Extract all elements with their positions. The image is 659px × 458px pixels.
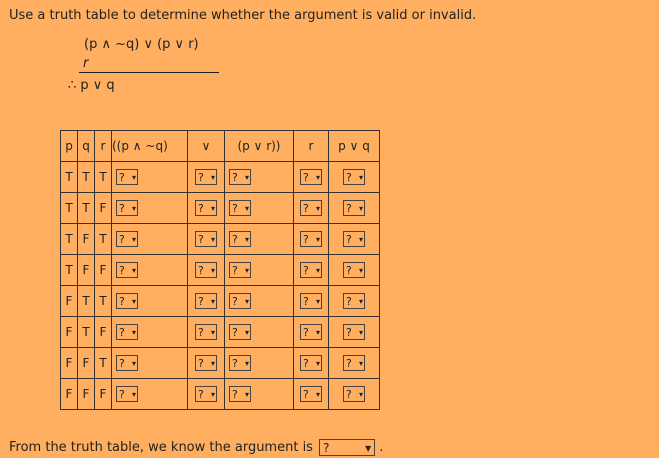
cell-q: T [78,286,95,317]
answer-cell [112,286,188,317]
select-value: ? [119,356,125,370]
select-value: ? [198,325,204,339]
answer-cell [329,286,380,317]
select-p-or-q[interactable] [343,262,365,278]
select-p-or-r[interactable] [229,386,251,402]
cell-p: F [61,286,78,317]
select-value: ? [232,325,238,339]
header-p-and-not-q: ((p ∧ ~q) [112,131,188,162]
answer-cell [188,224,225,255]
chevron-down-icon: ▾ [244,203,249,213]
chevron-down-icon: ▾ [244,389,249,399]
chevron-down-icon: ▾ [131,327,136,337]
table-row [61,348,380,379]
chevron-down-icon: ▾ [131,172,136,182]
select-r[interactable] [300,231,322,247]
select-r[interactable] [300,324,322,340]
chevron-down-icon: ▾ [131,358,136,368]
answer-cell [188,255,225,286]
chevron-down-icon: ▾ [358,203,363,213]
cell-p: F [61,348,78,379]
chevron-down-icon: ▾ [210,234,215,244]
chevron-down-icon: ▾ [358,358,363,368]
cell-p: T [61,255,78,286]
select-p-and-not-q[interactable] [116,169,138,185]
chevron-down-icon: ▾ [131,203,136,213]
chevron-down-icon: ▾ [244,265,249,275]
select-value: ? [232,356,238,370]
select-value: ? [303,356,309,370]
select-value: ? [346,232,352,246]
cell-r: F [95,255,112,286]
answer-cell [188,193,225,224]
select-main-or[interactable] [195,262,217,278]
chevron-down-icon: ▾ [315,389,320,399]
cell-q: F [78,224,95,255]
select-r[interactable] [300,200,322,216]
answer-cell [225,162,294,193]
select-value: ? [198,294,204,308]
header-r-premise: r [294,131,329,162]
select-value: ? [232,387,238,401]
select-p-and-not-q[interactable] [116,262,138,278]
answer-cell [329,379,380,410]
cell-r: T [95,348,112,379]
answer-cell [225,379,294,410]
select-value: ? [119,387,125,401]
chevron-down-icon: ▾ [210,203,215,213]
select-main-or[interactable] [195,324,217,340]
cell-p: T [61,162,78,193]
select-p-and-not-q[interactable] [116,355,138,371]
chevron-down-icon: ▾ [358,265,363,275]
select-p-and-not-q[interactable] [116,200,138,216]
table-row [61,286,380,317]
select-value: ? [119,263,125,277]
answer-cell [112,162,188,193]
conclusion-period: . [379,440,384,455]
argument-divider [79,57,219,73]
chevron-down-icon: ▾ [358,296,363,306]
select-value: ? [303,387,309,401]
chevron-down-icon: ▾ [365,440,372,455]
answer-cell [188,286,225,317]
answer-cell [112,348,188,379]
select-value: ? [232,232,238,246]
answer-cell [329,224,380,255]
select-value: ? [303,294,309,308]
chevron-down-icon: ▾ [358,389,363,399]
select-value: ? [232,294,238,308]
answer-cell [329,317,380,348]
answer-cell [294,162,329,193]
cell-r: F [95,379,112,410]
cell-r: T [95,162,112,193]
select-p-or-r[interactable] [229,169,251,185]
answer-cell [225,317,294,348]
select-value: ? [119,170,125,184]
select-p-or-r[interactable] [229,231,251,247]
select-value: ? [119,232,125,246]
cell-r: T [95,286,112,317]
select-p-and-not-q[interactable] [116,324,138,340]
select-p-or-q[interactable] [343,169,365,185]
chevron-down-icon: ▾ [131,389,136,399]
table-row [61,193,380,224]
chevron-down-icon: ▾ [315,296,320,306]
chevron-down-icon: ▾ [210,389,215,399]
table-row [61,379,380,410]
chevron-down-icon: ▾ [131,296,136,306]
table-row [61,255,380,286]
select-value: ? [303,325,309,339]
select-r[interactable] [300,386,322,402]
select-p-or-r[interactable] [229,293,251,309]
select-value: ? [303,232,309,246]
answer-cell [225,348,294,379]
select-p-or-q[interactable] [343,231,365,247]
select-value: ? [346,387,352,401]
chevron-down-icon: ▾ [210,265,215,275]
argument-conclusion: ∴ p ∨ q [68,78,115,93]
chevron-down-icon: ▾ [244,234,249,244]
cell-q: T [78,193,95,224]
select-value: ? [119,325,125,339]
cell-r: T [95,224,112,255]
answer-cell [329,162,380,193]
chevron-down-icon: ▾ [358,172,363,182]
select-value: ? [303,201,309,215]
answer-cell [188,317,225,348]
answer-cell [294,193,329,224]
table-row [61,317,380,348]
select-main-or[interactable] [195,355,217,371]
answer-cell [112,317,188,348]
select-p-or-q[interactable] [343,386,365,402]
answer-cell [188,162,225,193]
answer-cell [225,255,294,286]
select-value: ? [198,263,204,277]
cell-p: F [61,317,78,348]
select-p-or-q[interactable] [343,355,365,371]
select-value: ? [346,201,352,215]
chevron-down-icon: ▾ [131,234,136,244]
cell-q: F [78,348,95,379]
select-value: ? [346,325,352,339]
chevron-down-icon: ▾ [210,172,215,182]
truth-table [60,130,380,410]
header-q: q [78,131,95,162]
select-value: ? [198,387,204,401]
select-p-or-r[interactable] [229,262,251,278]
answer-cell [329,348,380,379]
answer-cell [112,255,188,286]
select-value: ? [346,170,352,184]
select-value: ? [198,232,204,246]
select-p-and-not-q[interactable] [116,293,138,309]
select-main-or[interactable] [195,200,217,216]
select-main-or[interactable] [195,386,217,402]
chevron-down-icon: ▾ [315,358,320,368]
answer-cell [294,317,329,348]
chevron-down-icon: ▾ [131,265,136,275]
header-r: r [95,131,112,162]
question-prompt: Use a truth table to determine whether the argument is valid or invalid. [9,8,477,23]
chevron-down-icon: ▾ [210,296,215,306]
answer-cell [329,255,380,286]
answer-cell [294,255,329,286]
answer-cell [112,224,188,255]
cell-q: T [78,162,95,193]
cell-q: F [78,255,95,286]
chevron-down-icon: ▾ [244,172,249,182]
validity-select[interactable] [319,439,375,456]
table-row [61,162,380,193]
chevron-down-icon: ▾ [358,234,363,244]
select-p-and-not-q[interactable] [116,231,138,247]
answer-cell [112,379,188,410]
select-r[interactable] [300,355,322,371]
answer-cell [188,348,225,379]
select-p-or-q[interactable] [343,293,365,309]
chevron-down-icon: ▾ [315,203,320,213]
select-p-or-r[interactable] [229,324,251,340]
validity-select-value: ? [323,440,330,455]
chevron-down-icon: ▾ [315,172,320,182]
cell-p: F [61,379,78,410]
chevron-down-icon: ▾ [315,234,320,244]
header-p: p [61,131,78,162]
select-value: ? [119,201,125,215]
cell-q: T [78,317,95,348]
chevron-down-icon: ▾ [244,358,249,368]
table-row [61,224,380,255]
cell-r: F [95,317,112,348]
select-value: ? [303,170,309,184]
answer-cell [225,193,294,224]
select-p-or-q[interactable] [343,200,365,216]
chevron-down-icon: ▾ [210,327,215,337]
select-value: ? [198,201,204,215]
answer-cell [294,224,329,255]
select-value: ? [119,294,125,308]
select-r[interactable] [300,262,322,278]
answer-cell [112,193,188,224]
truth-table-header [61,131,380,162]
cell-r: F [95,193,112,224]
select-p-or-r[interactable] [229,200,251,216]
select-value: ? [232,170,238,184]
select-p-and-not-q[interactable] [116,386,138,402]
premise-2: r [83,56,89,71]
cell-p: T [61,193,78,224]
select-value: ? [346,263,352,277]
answer-cell [294,286,329,317]
select-value: ? [232,263,238,277]
select-value: ? [303,263,309,277]
conclusion-statement [9,439,383,456]
premise-1: (p ∧ ~q) ∨ (p ∨ r) [84,37,199,52]
cell-p: T [61,224,78,255]
select-value: ? [232,201,238,215]
chevron-down-icon: ▾ [315,327,320,337]
header-or: ∨ [188,131,225,162]
answer-cell [294,379,329,410]
select-main-or[interactable] [195,169,217,185]
header-p-or-q: p ∨ q [329,131,380,162]
select-p-or-q[interactable] [343,324,365,340]
chevron-down-icon: ▾ [315,265,320,275]
answer-cell [188,379,225,410]
chevron-down-icon: ▾ [358,327,363,337]
answer-cell [225,286,294,317]
chevron-down-icon: ▾ [244,327,249,337]
select-p-or-r[interactable] [229,355,251,371]
select-main-or[interactable] [195,293,217,309]
conclusion-text: From the truth table, we know the argument is [9,440,313,455]
cell-q: F [78,379,95,410]
answer-cell [329,193,380,224]
select-r[interactable] [300,169,322,185]
header-p-or-r: (p ∨ r)) [225,131,294,162]
answer-cell [294,348,329,379]
chevron-down-icon: ▾ [244,296,249,306]
answer-cell [225,224,294,255]
chevron-down-icon: ▾ [210,358,215,368]
select-value: ? [198,356,204,370]
select-value: ? [198,170,204,184]
select-value: ? [346,294,352,308]
select-value: ? [346,356,352,370]
select-main-or[interactable] [195,231,217,247]
select-r[interactable] [300,293,322,309]
